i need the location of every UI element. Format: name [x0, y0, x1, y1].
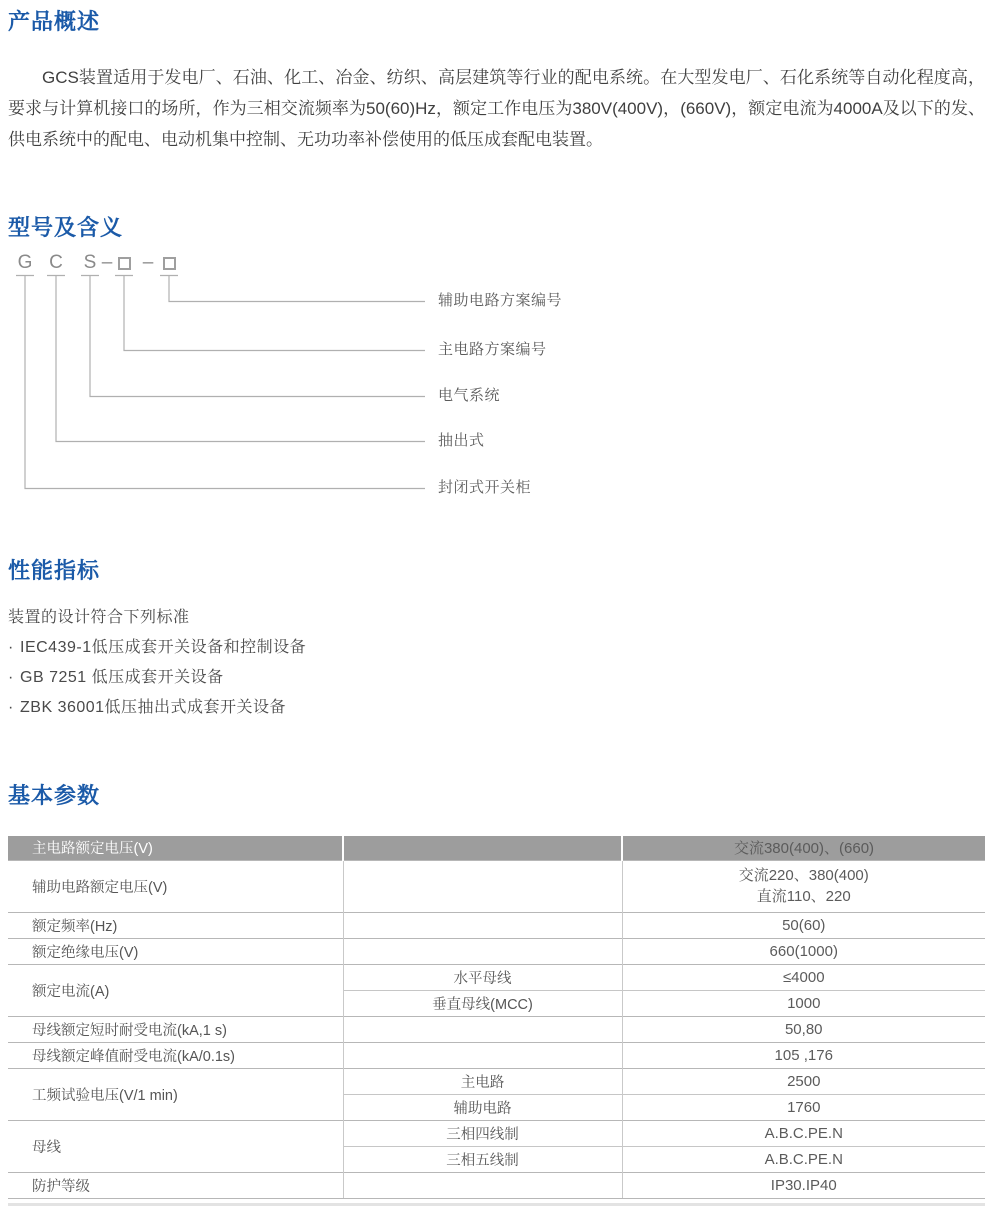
table-row — [8, 1172, 985, 1198]
bullet-dot: · — [8, 639, 14, 656]
code-letter-g: G — [17, 252, 33, 273]
table-row — [8, 1120, 985, 1146]
param-sub — [343, 912, 622, 938]
code-letter-s: S — [83, 252, 97, 273]
param-value: 105 ,176 — [622, 1042, 985, 1068]
standard-item-text: GB 7251 低压成套开关设备 — [20, 669, 224, 686]
overview-paragraph: GCS装置适用于发电厂、石油、化工、冶金、纺织、高层建筑等行业的配电系统。在大型发电厂、石化系统等自动化程度高，要求与计算机接口的场所，作为三相交流频率为50(60)Hz，额定工作电压为380V(400V)，(660V)，额定电流为4000A及以下的发、供电系统中的配电、电动机集中控制、无功功率补偿使用的低压成套配电装置。 — [8, 68, 985, 149]
table-row — [8, 1042, 985, 1068]
table-row — [8, 860, 985, 912]
performance-heading: 性能指标 — [8, 558, 101, 583]
table-row — [8, 1016, 985, 1042]
param-value-line: 交流220、380(400) — [738, 867, 869, 884]
param-value: 交流380(400)、(660) — [622, 836, 985, 860]
parameters-table — [8, 836, 985, 1199]
param-value: 1000 — [622, 990, 985, 1016]
connector-aux-scheme — [169, 276, 425, 302]
param-label: 工频试验电压(V/1 min) — [8, 1068, 343, 1120]
standards-intro: 装置的设计符合下列标准 — [8, 609, 190, 626]
model-code-diagram — [8, 253, 985, 506]
param-label: 额定绝缘电压(V) — [8, 938, 343, 964]
standard-item-gb7251 — [8, 667, 985, 689]
code-box-aux-scheme — [163, 257, 176, 270]
param-value: 1760 — [622, 1094, 985, 1120]
label-main-circuit-scheme: 主电路方案编号 — [438, 341, 547, 358]
label-withdrawable-type: 抽出式 — [438, 432, 485, 449]
overview-heading: 产品概述 — [8, 9, 101, 34]
param-value — [622, 860, 985, 912]
param-value: 50(60) — [622, 912, 985, 938]
param-value: 50,80 — [622, 1016, 985, 1042]
param-value: A.B.C.PE.N — [622, 1146, 985, 1172]
bullet-dot: · — [8, 669, 14, 686]
model-heading: 型号及含义 — [8, 215, 124, 240]
param-label: 防护等级 — [8, 1172, 343, 1198]
param-sub — [343, 938, 622, 964]
connector-withdrawable — [56, 276, 425, 442]
param-sub — [343, 860, 622, 912]
param-value: ≤4000 — [622, 964, 985, 990]
table-row — [8, 938, 985, 964]
param-sub — [343, 1016, 622, 1042]
param-value: 2500 — [622, 1068, 985, 1094]
param-label: 母线额定短时耐受电流(kA,1 s) — [8, 1016, 343, 1042]
table-row — [8, 964, 985, 990]
standard-item-text: IEC439-1低压成套开关设备和控制设备 — [20, 639, 307, 656]
standard-item-text: ZBK 36001低压抽出式成套开关设备 — [20, 699, 287, 716]
param-sub: 辅助电路 — [343, 1094, 622, 1120]
param-sub — [343, 1172, 622, 1198]
table-row — [8, 912, 985, 938]
param-label: 母线 — [8, 1120, 343, 1172]
code-dash-1: – — [101, 252, 113, 273]
param-sub — [343, 836, 622, 860]
param-label: 主电路额定电压(V) — [8, 836, 343, 860]
page-bottom-rule — [8, 1203, 985, 1206]
code-letter-c: C — [49, 252, 63, 273]
param-sub: 三相四线制 — [343, 1120, 622, 1146]
param-label: 母线额定峰值耐受电流(kA/0.1s) — [8, 1042, 343, 1068]
param-sub — [343, 1042, 622, 1068]
connector-enclosed-switchgear — [25, 276, 425, 489]
param-value: IP30.IP40 — [622, 1172, 985, 1198]
label-aux-circuit-scheme: 辅助电路方案编号 — [438, 292, 563, 309]
standard-item-iec439 — [8, 637, 985, 659]
code-dash-2: – — [142, 252, 154, 273]
standard-item-zbk36001 — [8, 697, 985, 719]
param-label: 额定频率(Hz) — [8, 912, 343, 938]
param-sub: 三相五线制 — [343, 1146, 622, 1172]
param-sub: 主电路 — [343, 1068, 622, 1094]
connector-electrical-system — [90, 276, 425, 397]
label-enclosed-switchgear: 封闭式开关柜 — [438, 479, 532, 496]
param-value: A.B.C.PE.N — [622, 1120, 985, 1146]
parameters-heading: 基本参数 — [8, 783, 101, 808]
table-row — [8, 836, 985, 860]
param-label: 辅助电路额定电压(V) — [8, 860, 343, 912]
param-label: 额定电流(A) — [8, 964, 343, 1016]
table-row — [8, 1068, 985, 1094]
param-value-line: 直流110、220 — [756, 888, 851, 905]
bullet-dot: · — [8, 699, 14, 716]
param-value: 660(1000) — [622, 938, 985, 964]
param-sub: 水平母线 — [343, 964, 622, 990]
code-box-main-scheme — [118, 257, 131, 270]
param-sub: 垂直母线(MCC) — [343, 990, 622, 1016]
label-electrical-system: 电气系统 — [438, 387, 501, 404]
